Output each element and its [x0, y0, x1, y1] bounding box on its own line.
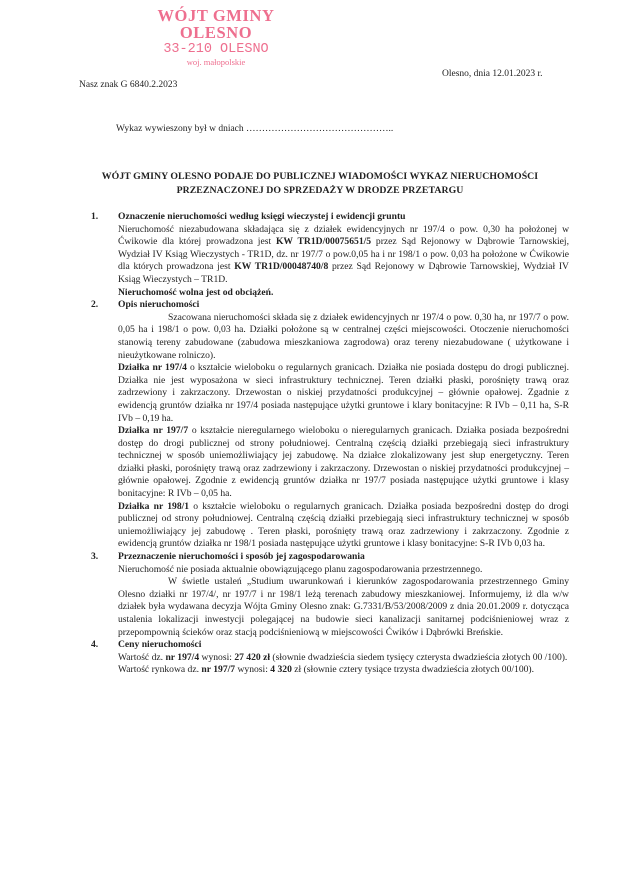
- plot-text: o kształcie wieloboku o regularnych granicach. Działka nie posiada dostępu do drogi publicznej. Działka nie jest wyposażona w sieci infrastruktury technicznej. Teren działki płaski, porośnięty trawą oraz zadrzewiony i zakrzaczony. Drzewostan o niskiej przydatności produkcyjnej – głównie opałowej. Zgadnie z ewidencją gruntów działka nr 197/4 posiada następujące użytki gruntowe i klary bonitacyjne: R IVb – 0,11 ha, S-R IVb – 0,19 ha.: [118, 362, 569, 424]
- section-prices: [91, 639, 569, 677]
- description-intro: Szacowana nieruchomości składa się z działek ewidencyjnych nr 197/4 o pow. 0,30 ha, nr 197/7 o pow. 0,05 ha i 198/1 o pow. 0,03 ha. Działki położone są w centralnej części miejscowości. Otoczenie nieruchomości stanowią tereny zabudowane (zabudowa mieszkaniowa zagrodowa) oraz tereny niezabudowane ( użytkowane i nieużytkowane rolniczo).: [118, 311, 569, 361]
- price-statement: [118, 664, 569, 677]
- section-heading: Opis nieruchomości: [118, 299, 200, 311]
- text-run: (słownie dwadzieścia siedem tysięcy czterysta dwadzieścia złotych 00 /100).: [270, 651, 568, 663]
- text-run: wynosi:: [235, 664, 271, 676]
- section-number: 4.: [91, 639, 99, 651]
- plot-label: Działka nr 197/7: [118, 425, 189, 437]
- text-run: Nieruchomość niezabudowana składająca się z działek ewidencyjnych nr 197/4 o pow. 0,30 ha położonej w Ćwikowie dla której prowadzona jest: [118, 223, 569, 248]
- section-land-use: [91, 551, 569, 639]
- plot-number: nr 197/4: [165, 651, 200, 663]
- land-register-number: KW TR1D/00075651/5: [275, 236, 372, 248]
- document-title-line-2: PRZEZNACZONEJ DO SPRZEDAŻY W DRODZE PRZETARGU: [176, 185, 464, 196]
- plot-text: o kształcie nieregularnego wieloboku o nieregularnych granicach. Działka posiada bezpośredni dostęp do drogi publicznej od strony południowej. Centralną częścią działki przebiegają sieci infrastruktury technicznej w sposób uniemożliwiający jej zabudowę. Na działce zlokalizowany jest słup energetyczny. Teren działki płaski, porośnięty trawą oraz zadrzewiony i zakrzaczony. Drzewostan o niskiej przydatności produkcyjnej – głównie opałowej. Zgodnie z ewidencją gruntów działka nr 197/7 posiada następujące użytki gruntowe i klasy bonitacyjne: R IVb – 0,05 ha.: [118, 425, 569, 500]
- text-run: Wartość rynkowa dz.: [118, 664, 202, 676]
- posted-period-line: Wykaz wywieszony był w dniach ………………………………………..: [116, 124, 394, 134]
- plot-description: [118, 501, 569, 551]
- document-title: [60, 170, 580, 198]
- encumbrance-text: Nieruchomość wolna jest od obciążeń.: [118, 286, 274, 298]
- section-number: 2.: [91, 299, 99, 311]
- document-title-line-1: WÓJT GMINY OLESNO PODAJE DO PUBLICZNEJ WIADOMOŚCI WYKAZ NIERUCHOMOŚCI: [101, 171, 539, 182]
- official-stamp: [112, 8, 312, 66]
- land-use-plan-statement: Nieruchomość nie posiada aktualnie obowiązującego planu zagospodarowania przestrzennego.: [118, 563, 483, 575]
- place-and-date: Olesno, dnia 12.01.2023 r.: [442, 69, 543, 79]
- price-value: 4 320: [270, 664, 292, 676]
- section-land-register: [91, 211, 569, 299]
- encumbrance-statement: [118, 287, 569, 300]
- section-paragraph: [118, 224, 569, 287]
- plot-description: [118, 362, 569, 425]
- plot-number: nr 197/7: [201, 664, 236, 676]
- stamp-line-title: WÓJT GMINY: [157, 6, 275, 25]
- stamp-line-postcode: 33-210 OLESNO: [163, 42, 269, 57]
- price-value: 27 420 zł: [234, 651, 271, 663]
- section-property-description: [91, 299, 569, 551]
- section-heading: Oznaczenie nieruchomości według księgi wieczystej i ewidencji gruntu: [118, 211, 406, 222]
- plot-description: [118, 425, 569, 501]
- price-statement: [118, 652, 569, 665]
- section-heading: Ceny nieruchomości: [118, 639, 202, 651]
- text-run: przez Sąd Rejonowy w Dąbrowie Tarnowskiej, Wydział IV Ksiąg Wieczystych – TR1D.: [118, 261, 569, 285]
- section-heading: Przeznaczenie nieruchomości i sposób jej zagospodarowania: [118, 551, 365, 563]
- text-run: przez Sąd Rejonowy w Dąbrowie Tarnowskiej, Wydział IV Ksiąg Wieczystych - TR1D, dz. nr 197/7 o pow.0,05 ha i nr 198/1 o pow. 0,03 ha położone w Ćwikowie dla których prowadzona jest: [118, 236, 569, 273]
- stamp-line-voivodeship: woj. małopolskie: [186, 56, 246, 67]
- land-register-number: KW TR1D/00048740/8: [234, 261, 329, 273]
- section-number: 1.: [91, 211, 99, 222]
- land-use-study-paragraph: W świetle ustaleń „Studium uwarunkowań i kierunków zagospodarowania przestrzennego Gminy Olesno działki nr 197/4/, nr 197/7 i nr 198/1 leżą terenach zabudowy mieszkaniowej. Informujemy, iż dla w/w działek była wydawana decyzja Wójta Gminy Olesno znak: G.7331/B/53/2008/2009 z dnia 20.01.2009 r. dotycząca ustalenia lokalizacji inwestycji polegającej na budowie sieci kanalizacji sanitarnej podciśnieniowej wraz z przepompownią ścieków oraz stacją podciśnieniową w miejscowości Ćwików i Dąbrówki Breńskie.: [118, 576, 569, 638]
- reference-number: Nasz znak G 6840.2.2023: [79, 80, 178, 90]
- text-run: Wartość dz.: [118, 651, 166, 663]
- section-number: 3.: [91, 551, 99, 563]
- plot-label: Działka nr 197/4: [118, 362, 187, 374]
- plot-label: Działka nr 198/1: [118, 500, 190, 512]
- text-run: zł (słownie cztery tysiące trzysta dwadzieścia złotych 00/100).: [291, 664, 535, 676]
- document-body: [91, 211, 569, 677]
- text-run: wynosi:: [199, 651, 235, 663]
- stamp-line-municipality: OLESNO: [179, 22, 253, 42]
- plot-text: o kształcie wieloboku o regularnych granicach. Działka posiada bezpośredni dostęp do drogi publicznej od strony południowej. Centralną częścią działki przebiegają sieci infrastruktury technicznej w sposób uniemożliwiający jej zabudowę . Teren płaski, porośnięty trawą oraz zadrzewiony i zakrzaczony. Zgodnie z ewidencją gruntów działka nr 198/1 posiada następujące użytki gruntowe i klasy bonitacyjne: S-R IVb 0,03 ha.: [118, 500, 569, 550]
